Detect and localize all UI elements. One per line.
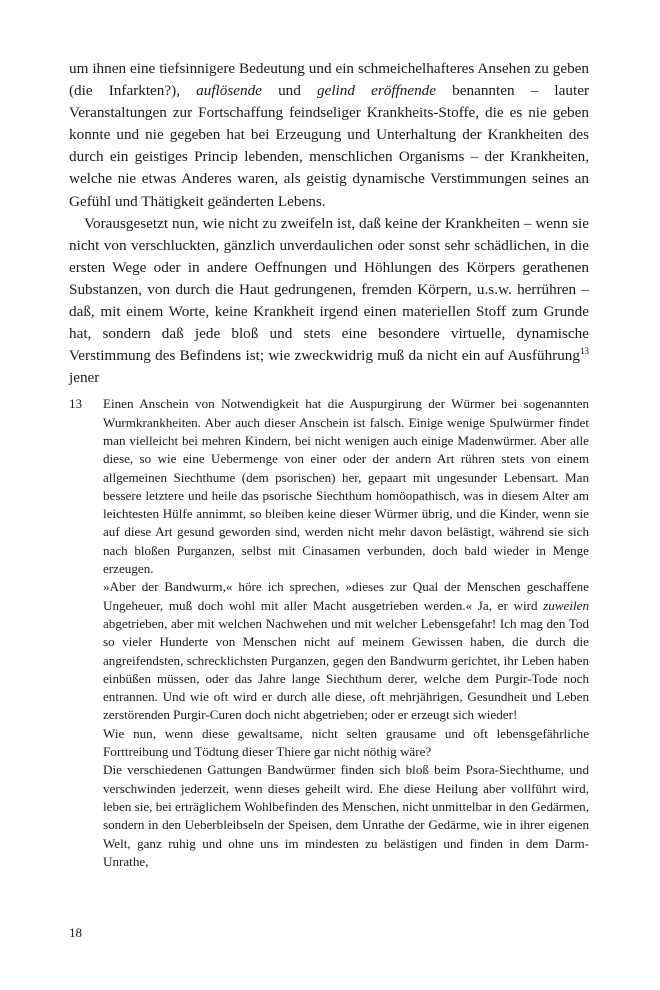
paragraph-1-emphasis-1: auflösende <box>196 82 262 100</box>
paragraph-1-text-3: benannten – lauter Veranstaltungen zur Fortschaffung feindseliger Krankheits-Stoffe, die es nie geben konnte und nie gegeben hat bei Erzeugung und Unterhaltung der Krankheiten des durch ein geistiges Princip lebenden, menschlichen Organisms – der Krankheiten, welche nie etwas Anderes waren, als geistig dynamische Verstimmungen seines an Gefühl und Thätigkeit geänderten Lebens. <box>69 82 589 210</box>
footnote-paragraph-4: Die verschiedenen Gattungen Bandwürmer finden sich bloß beim Psora-Siechthume, und verschwinden jederzeit, wenn dieses geheilt wird. Ehe diese Heilung aber vollführt wird, leben sie, bei erträglichem Wohlbefinden des Menschen, nicht unmittelbar in den Gedärmen, sondern in den Ueberbleibseln der Speisen, dem Unrathe der Gedärme, wie in ihrer eigenen Welt, ganz ruhig und ohne uns im mindesten zu belästigen und finden in dem Darm-Unrathe, <box>103 762 589 869</box>
footnote-emphasis: zuweilen <box>543 597 589 613</box>
footnote-paragraph-2 <box>103 578 589 724</box>
footnote-paragraph-3: Wie nun, wenn diese gewaltsame, nicht selten grausame und oft lebensgefährliche Forttreibung und Tödtung dieser Thiere gar nicht nöthig wäre? <box>103 725 589 760</box>
page <box>69 58 589 871</box>
footnotes <box>69 395 589 871</box>
footnote-body <box>103 395 589 871</box>
page-number: 18 <box>69 925 82 940</box>
paragraph-2 <box>69 213 589 390</box>
paragraph-2-text-2: jener <box>69 369 100 387</box>
paragraph-1-text-2: und <box>261 82 317 100</box>
paragraph-1 <box>69 58 589 213</box>
footnote-number: 13 <box>69 396 83 412</box>
footnote-paragraph-1: Einen Anschein von Notwendigkeit hat die Auspurgirung der Würmer bei sogenannten Wurmkrankheiten. Aber auch dieser Anschein ist falsch. Einige wenige Spulwürmer findet man vielleicht bei mehren Kindern, bei nicht wenigen auch einige Madenwürmer. Aber alle diese, so wie eine Uebermenge von einer oder der andern Art rühren stets von einem allgemeinen Siechthume (dem psorischen) her, gepaart mit ungesunder Lebensart. Man bessere letztere und heile das psorische Siechthum homöopathisch, was in diesem Alter am leichtesten Hülfe annimmt, so bleiben keine dieser Würmer übrig, und die Kinder, wenn sie auf diese Art gesund geworden sind, werden nicht mehr davon belästigt, während sie sich nach bloßen Purganzen, selbst mit Cinasamen verbunden, doch bald wieder in Menge erzeugen. <box>103 396 589 577</box>
paragraph-1-emphasis-2: gelind eröffnende <box>316 82 437 100</box>
paragraph-2-text: Vorausgesetzt nun, wie nicht zu zweifeln ist, daß keine der Krankheiten – wenn sie nicht von verschluckten, gänzlich unverdaulichen oder sonst sehr schädlichen, in die ersten Wege oder in andere Oeffnungen und Höhlungen des Körpers gerathenen Substanzen, von durch die Haut gedrungenen, fremden Körpern, u.s.w. herrühren – daß, mit einem Worte, keine Krankheit irgend einen materiellen Stoff zum Grunde hat, sondern daß jede bloß und stets eine besondere virtuelle, dynamische Verstimmung des Befindens ist; wie zweckwidrig muß da nicht ein auf Ausführung <box>69 214 589 365</box>
footnote-paragraph-2-text-2: abgetrieben, aber mit welchen Nachwehen und mit welcher Lebensgefahr! Ich mag den Tod so vieler Hunderte von Menschen nicht auf meinem Gewissen haben, die durch die angreifendsten, schrecklichsten Purganzen, gegen den Bandwurm gerichtet, ihr Leben haben einbüßen müssen, oder das Jahre lange Siechthum derer, welche dem Purgir-Tode noch entrannen. Und wie oft wird er durch alle diese, oft mehrjährigen, Gesundheit und Leben zerstörenden Purgir-Curen doch nicht abgetrieben; oder er erzeugt sich wieder! <box>103 615 589 723</box>
footnote-paragraph-2-text: »Aber der Bandwurm,« höre ich sprechen, »dieses zur Qual der Menschen geschaffene Ungeheuer, muß doch wohl mit aller Macht ausgetrieben werden.« Ja, er wird <box>103 579 589 613</box>
footnote-reference[interactable]: 13 <box>580 346 589 357</box>
paragraph-1-text: um ihnen eine tiefsinnigere Bedeutung und ein schmeichelhafteres Ansehen zu geben (die Infarkten?), <box>69 60 589 100</box>
footnote-13 <box>69 395 589 871</box>
main-text <box>69 58 589 389</box>
